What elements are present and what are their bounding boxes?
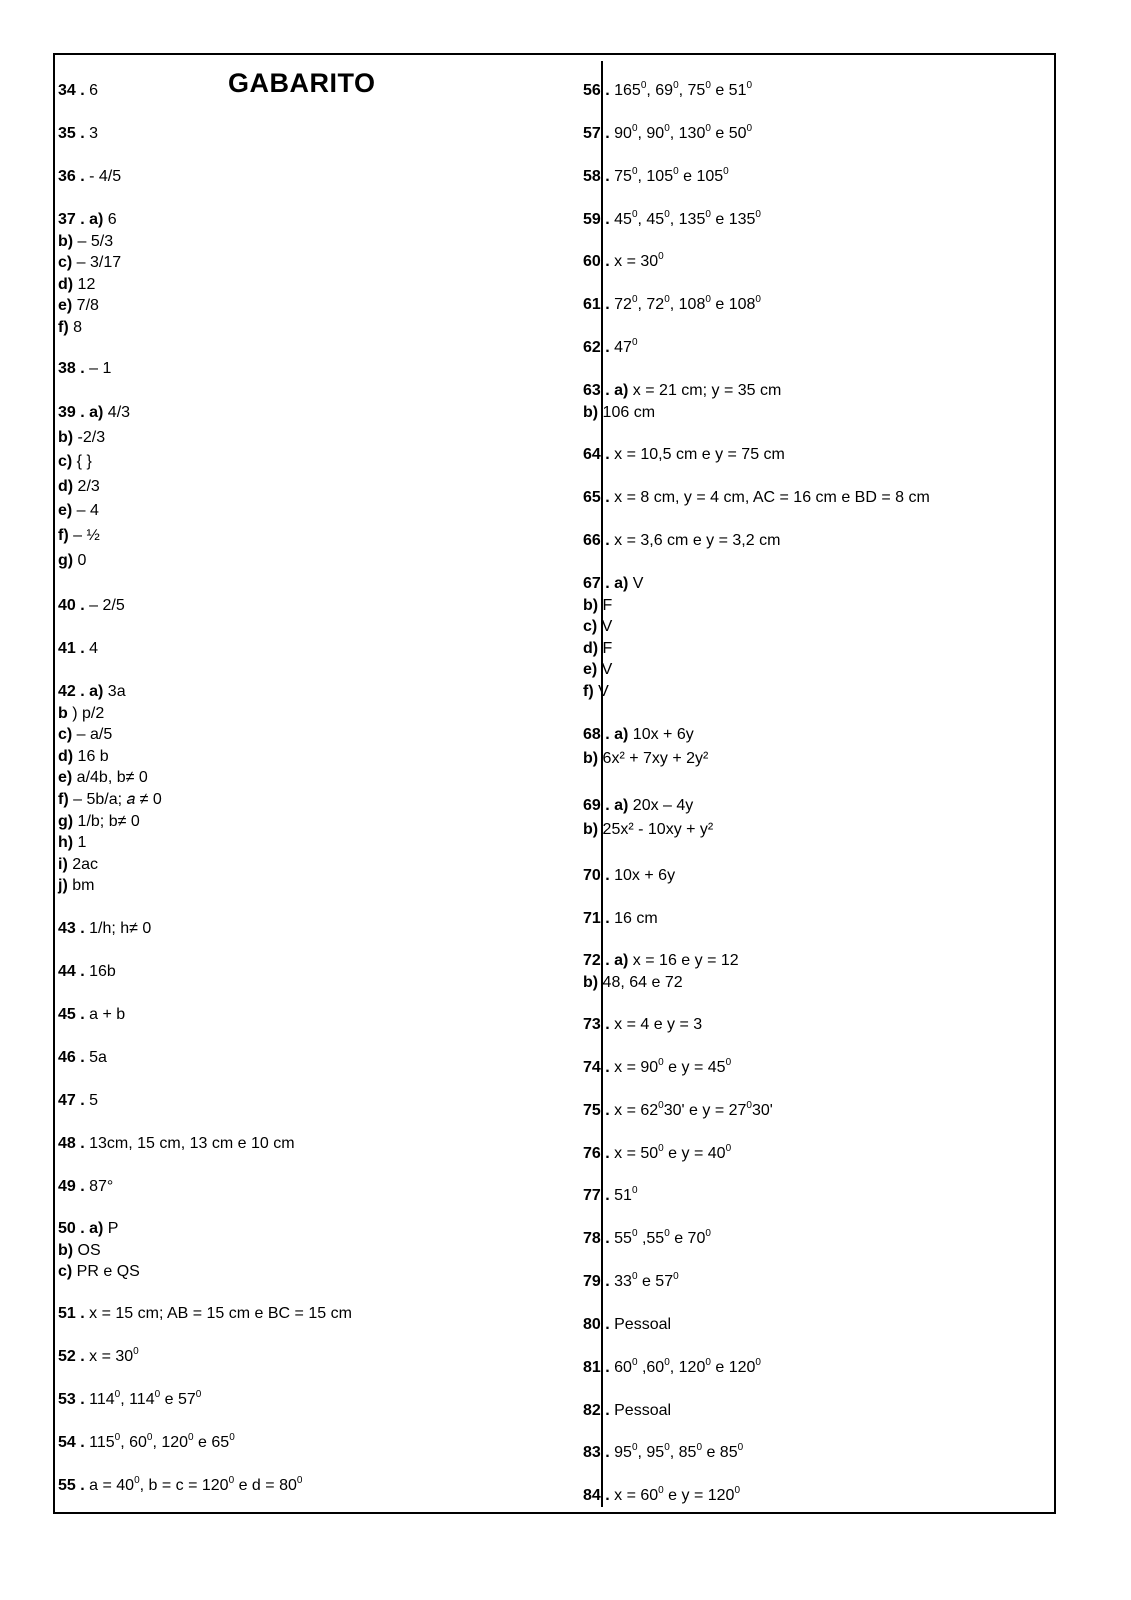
- answer-label: f): [58, 526, 69, 544]
- answer-line: [58, 426, 130, 451]
- answer-line: [58, 767, 162, 789]
- answer-line: [58, 80, 98, 102]
- answer-81: [583, 1357, 761, 1379]
- answer-line: [583, 123, 752, 145]
- answer-line: [58, 1240, 140, 1262]
- answer-value: OS: [73, 1241, 101, 1259]
- answer-line: [58, 1176, 113, 1198]
- answer-51: [58, 1303, 352, 1325]
- answer-value: – a/5: [72, 726, 113, 744]
- answer-value: 4/3: [103, 404, 131, 421]
- answer-label: 73 .: [583, 1016, 610, 1033]
- answer-label: i): [58, 855, 68, 873]
- answer-label: 59 .: [583, 211, 610, 228]
- answer-line: [583, 616, 643, 638]
- answer-value: 6: [103, 211, 117, 228]
- answer-36: [58, 166, 121, 188]
- answer-value: Pessoal: [609, 1316, 672, 1333]
- answer-42: [58, 681, 162, 897]
- answer-label: f): [583, 682, 594, 700]
- answer-line: [583, 1185, 638, 1207]
- answer-47: [58, 1090, 98, 1112]
- answer-label: 46 .: [58, 1049, 85, 1066]
- answer-value: – ½: [68, 526, 100, 544]
- answer-line: [583, 1057, 731, 1079]
- answer-line: [583, 1485, 740, 1507]
- answer-label: 39 . a): [58, 404, 104, 421]
- answer-value: $60^0$ $,60^0$, $120^0$ e $120^0$: [609, 1356, 761, 1376]
- answer-line: [58, 123, 98, 145]
- answer-value: x = 21 cm; y = 35 cm: [628, 382, 782, 399]
- answer-value: P: [103, 1220, 119, 1237]
- answer-line: [58, 1090, 98, 1112]
- answer-line: [58, 1475, 302, 1497]
- answer-label: 83 .: [583, 1444, 610, 1461]
- answer-line: [58, 1261, 140, 1283]
- answer-line: [58, 274, 121, 296]
- answer-label: c): [583, 618, 598, 635]
- answer-label: 36 .: [58, 168, 85, 185]
- answer-label: 68 . a): [583, 726, 629, 743]
- answer-label: 34 .: [58, 82, 85, 99]
- page-title: GABARITO: [228, 68, 376, 98]
- answer-62: [583, 337, 638, 359]
- answer-label: h): [58, 834, 74, 852]
- answer-label: 55 .: [58, 1477, 85, 1494]
- answer-label: 79 .: [583, 1273, 610, 1290]
- answer-value: 10x + 6y: [609, 867, 676, 884]
- answer-line: [583, 595, 643, 617]
- answer-76: [583, 1143, 731, 1165]
- answer-line: [58, 1432, 235, 1454]
- answer-45: [58, 1004, 125, 1026]
- answer-line: [583, 950, 739, 972]
- answer-54: [58, 1432, 235, 1454]
- answer-line: [58, 1133, 295, 1155]
- answer-label: e): [583, 661, 598, 678]
- answer-value: $33^0$ e $57^0$: [609, 1270, 679, 1290]
- answer-value: $x = 62^030'$ e $y = 27^030'$: [609, 1099, 773, 1119]
- answer-label: g): [58, 551, 74, 569]
- answer-line: [583, 380, 781, 402]
- answer-label: c): [58, 726, 73, 744]
- answer-line: [583, 294, 761, 316]
- answer-line: [583, 1314, 671, 1336]
- answer-label: 45 .: [58, 1006, 85, 1023]
- answer-label: 60 .: [583, 253, 610, 270]
- answer-value: { }: [72, 453, 92, 471]
- answer-value: 2ac: [67, 855, 99, 873]
- answer-label: 53 .: [58, 1391, 85, 1408]
- answer-label: g): [58, 812, 74, 830]
- answer-line: [58, 1218, 140, 1240]
- answer-39: [58, 401, 130, 573]
- answer-value: – 1: [84, 360, 112, 377]
- answer-value: x = 3,6 cm e y = 3,2 cm: [609, 532, 781, 549]
- answer-value: 6: [84, 82, 99, 99]
- answer-line: [58, 317, 121, 339]
- answer-label: f): [58, 790, 69, 808]
- answer-label: 71 .: [583, 910, 610, 927]
- answer-line: [583, 972, 739, 994]
- answer-value: 10x + 6y: [628, 726, 694, 743]
- answer-line: [583, 402, 781, 424]
- answer-label: 61 .: [583, 296, 610, 313]
- answer-line: [583, 1400, 671, 1422]
- answer-label: 64 .: [583, 446, 610, 463]
- answer-58: [583, 166, 729, 188]
- answer-79: [583, 1271, 679, 1293]
- answer-77: [583, 1185, 638, 1207]
- answer-line: [58, 358, 111, 380]
- answer-label: 72 . a): [583, 952, 629, 969]
- answer-line: [58, 746, 162, 768]
- answer-value: $55^0$ $,55^0$ e $70^0$: [609, 1227, 711, 1247]
- answer-value: 20x – 4y: [628, 797, 694, 814]
- answer-label: b): [58, 232, 74, 250]
- answer-line: [58, 681, 162, 703]
- answer-69: [583, 794, 713, 842]
- answer-37: [58, 209, 121, 338]
- answer-line: [58, 811, 162, 833]
- answer-line: [58, 499, 130, 524]
- answer-70: [583, 865, 675, 887]
- answer-label: 84 .: [583, 1487, 610, 1504]
- answer-line: [583, 659, 643, 681]
- answer-label: b: [58, 704, 68, 722]
- answer-line: [583, 747, 708, 771]
- answer-75: [583, 1100, 773, 1122]
- answer-value: a + b: [84, 1006, 126, 1023]
- answer-line: [583, 1442, 743, 1464]
- answer-label: 44 .: [58, 963, 85, 980]
- answer-value: $a = 40^0$, $b = c = 120^0$ e $d = 80^0$: [84, 1474, 303, 1494]
- answer-label: c): [58, 1263, 73, 1280]
- answer-label: 35 .: [58, 125, 85, 142]
- answer-line: [58, 789, 162, 811]
- answer-83: [583, 1442, 743, 1464]
- answer-value: bm: [67, 877, 95, 895]
- answer-value: 16 cm: [609, 910, 658, 927]
- answer-label: 76 .: [583, 1145, 610, 1162]
- answer-value: – 4: [72, 502, 99, 520]
- answer-label: f): [58, 318, 69, 336]
- answer-value: $x = 30^0$: [609, 250, 664, 270]
- answer-value: 1: [73, 834, 87, 852]
- answer-label: 52 .: [58, 1348, 85, 1365]
- answer-44: [58, 961, 116, 983]
- answer-value: ) p/2: [67, 704, 105, 722]
- answer-line: [58, 724, 162, 746]
- answer-value: 4: [84, 640, 99, 657]
- answer-value: – 5b/a; 𝑎 ≠ 0: [68, 790, 162, 808]
- answer-49: [58, 1176, 113, 1198]
- answer-line: [58, 1047, 107, 1069]
- answer-52: [58, 1346, 139, 1368]
- answer-line: [583, 80, 752, 102]
- answer-label: 42 . a): [58, 683, 104, 700]
- answer-line: [583, 251, 664, 273]
- answer-label: 62 .: [583, 339, 610, 356]
- answer-line: [58, 1004, 125, 1026]
- answer-value: 5a: [84, 1049, 107, 1066]
- answer-43: [58, 918, 151, 940]
- answer-value: $x = 50^0$ e $y = 40^0$: [609, 1142, 732, 1162]
- answer-line: [58, 209, 121, 231]
- answer-line: [583, 1100, 773, 1122]
- answer-line: [58, 252, 121, 274]
- answer-60: [583, 251, 664, 273]
- answer-value: x = 16 e y = 12: [628, 952, 739, 969]
- answer-line: [58, 231, 121, 253]
- answer-value: $114^0$, $114^0$ e $57^0$: [84, 1388, 202, 1408]
- answer-label: 51 .: [58, 1305, 85, 1322]
- answer-line: [58, 295, 121, 317]
- answer-value: 8: [68, 318, 82, 336]
- answer-value: x = 15 cm; AB = 15 cm e BC = 15 cm: [84, 1305, 352, 1322]
- answer-value: V: [597, 661, 613, 678]
- answer-value: V: [597, 618, 613, 635]
- answer-value: 48, 64 e 72: [598, 973, 683, 991]
- answer-label: b): [583, 973, 599, 991]
- answer-line: [583, 530, 780, 552]
- answer-80: [583, 1314, 671, 1336]
- answer-key-frame: [53, 53, 1056, 1514]
- answer-63: [583, 380, 781, 423]
- answer-line: [58, 703, 162, 725]
- answer-label: 57 .: [583, 125, 610, 142]
- answer-value: $95^0$, $95^0$, $85^0$ e $85^0$: [609, 1441, 744, 1461]
- answer-value: $90^0$, $90^0$, $130^0$ e $50^0$: [609, 122, 753, 142]
- answer-46: [58, 1047, 107, 1069]
- answer-value: 7/8: [72, 297, 99, 314]
- answer-value: $x = 60^0$ e $y = 120^0$: [609, 1484, 741, 1504]
- answer-value: $x = 30^0$: [84, 1345, 139, 1365]
- answer-64: [583, 444, 785, 466]
- answer-value: -2/3: [73, 428, 106, 446]
- answer-41: [58, 638, 98, 660]
- answer-line: [583, 638, 643, 660]
- answer-line: [583, 908, 658, 930]
- answer-label: b): [583, 596, 599, 614]
- answer-line: [58, 595, 125, 617]
- answer-label: 43 .: [58, 920, 85, 937]
- answer-line: [583, 865, 675, 887]
- answer-57: [583, 123, 752, 145]
- answer-53: [58, 1389, 201, 1411]
- answer-label: e): [58, 297, 73, 314]
- answer-50: [58, 1218, 140, 1283]
- answer-value: V: [628, 575, 644, 592]
- answer-label: d): [58, 275, 74, 293]
- answer-line: [583, 487, 930, 509]
- answer-61: [583, 294, 761, 316]
- answer-label: 65 .: [583, 489, 610, 506]
- answer-label: 70 .: [583, 867, 610, 884]
- answer-label: 78 .: [583, 1230, 610, 1247]
- answer-label: 82 .: [583, 1402, 610, 1419]
- answer-value: Pessoal: [609, 1402, 672, 1419]
- answer-line: [583, 1014, 702, 1036]
- answer-line: [58, 166, 121, 188]
- answer-value: $72^0$, $72^0$, $108^0$ e $108^0$: [609, 293, 761, 313]
- answer-line: [58, 524, 130, 549]
- answer-74: [583, 1057, 731, 1079]
- answer-48: [58, 1133, 295, 1155]
- answer-label: 58 .: [583, 168, 610, 185]
- answer-value: 25x² - 10xy + y²: [598, 821, 714, 838]
- answer-value: F: [598, 639, 613, 657]
- answer-label: 77 .: [583, 1187, 610, 1204]
- answer-55: [58, 1475, 302, 1497]
- answer-value: 12: [73, 275, 96, 293]
- answer-value: 0: [73, 551, 87, 569]
- answer-value: 5: [84, 1092, 99, 1109]
- answer-value: x = 10,5 cm e y = 75 cm: [609, 446, 785, 463]
- answer-label: 56 .: [583, 82, 610, 99]
- answer-35: [58, 123, 98, 145]
- answer-label: 50 . a): [58, 1220, 104, 1237]
- answer-value: 16 b: [73, 747, 109, 765]
- answer-line: [58, 638, 98, 660]
- answer-59: [583, 209, 761, 231]
- answer-line: [58, 450, 130, 475]
- answer-value: 87°: [84, 1178, 114, 1195]
- answer-label: b): [58, 428, 74, 446]
- answer-line: [58, 875, 162, 897]
- answer-label: c): [58, 453, 73, 471]
- answer-label: 41 .: [58, 640, 85, 657]
- answer-line: [58, 475, 130, 500]
- answer-label: c): [58, 254, 73, 271]
- answer-value: 2/3: [73, 477, 100, 495]
- answer-78: [583, 1228, 711, 1250]
- answer-value: F: [598, 596, 613, 614]
- answer-label: 81 .: [583, 1359, 610, 1376]
- answer-line: [583, 444, 785, 466]
- answer-label: 74 .: [583, 1059, 610, 1076]
- answer-value: $47^0$: [609, 336, 638, 356]
- answer-label: 66 .: [583, 532, 610, 549]
- answer-84: [583, 1485, 740, 1507]
- answer-label: 80 .: [583, 1316, 610, 1333]
- answer-line: [58, 549, 130, 574]
- answer-line: [583, 818, 713, 842]
- answer-line: [583, 1228, 711, 1250]
- answer-line: [58, 1389, 201, 1411]
- answer-label: 54 .: [58, 1434, 85, 1451]
- answer-38: [58, 358, 111, 380]
- answer-label: 40 .: [58, 597, 85, 614]
- answer-line: [58, 961, 116, 983]
- answer-label: d): [583, 639, 599, 657]
- answer-label: e): [58, 502, 73, 520]
- answer-40: [58, 595, 125, 617]
- answer-value: x = 8 cm, y = 4 cm, AC = 16 cm e BD = 8 cm: [609, 489, 930, 506]
- answer-value: 3: [84, 125, 99, 142]
- answer-label: 47 .: [58, 1092, 85, 1109]
- answer-value: – 2/5: [84, 597, 125, 614]
- answer-value: 106 cm: [598, 403, 656, 421]
- answer-value: $51^0$: [609, 1184, 638, 1204]
- answer-line: [583, 681, 643, 703]
- answer-value: 13cm, 15 cm, 13 cm e 10 cm: [84, 1135, 295, 1152]
- answer-line: [583, 166, 729, 188]
- answer-line: [583, 1357, 761, 1379]
- answer-72: [583, 950, 739, 993]
- answer-34: [58, 80, 98, 102]
- answer-value: - 4/5: [84, 168, 122, 185]
- answer-label: d): [58, 477, 74, 495]
- answer-line: [583, 573, 643, 595]
- answer-label: 63 . a): [583, 382, 629, 399]
- answer-label: 38 .: [58, 360, 85, 377]
- answer-value: a/4b, b≠ 0: [72, 769, 148, 787]
- answer-value: – 3/17: [72, 254, 122, 271]
- answer-68: [583, 723, 708, 771]
- answer-line: [583, 794, 713, 818]
- answer-line: [583, 337, 638, 359]
- answer-line: [58, 401, 130, 426]
- answer-label: 37 . a): [58, 211, 104, 228]
- answer-label: d): [58, 747, 74, 765]
- answer-67: [583, 573, 643, 702]
- answer-value: 1/h; h≠ 0: [84, 920, 152, 937]
- answer-label: e): [58, 769, 73, 787]
- answer-value: PR e QS: [72, 1263, 140, 1280]
- answer-73: [583, 1014, 702, 1036]
- answer-value: – 5/3: [73, 232, 114, 250]
- answer-label: 69 . a): [583, 797, 629, 814]
- answer-value: 3a: [103, 683, 126, 700]
- answer-line: [58, 832, 162, 854]
- answer-line: [583, 1271, 679, 1293]
- answer-label: 67 . a): [583, 575, 629, 592]
- answer-value: 6x² + 7xy + 2y²: [598, 750, 709, 767]
- answer-value: $x = 90^0$ e $y = 45^0$: [609, 1056, 732, 1076]
- answer-71: [583, 908, 658, 930]
- answer-value: $115^0$, $60^0$, $120^0$ e $65^0$: [84, 1431, 235, 1451]
- answer-value: $165^0$, $69^0$, $75^0$ e $51^0$: [609, 79, 753, 99]
- answer-line: [58, 1346, 139, 1368]
- answer-label: 49 .: [58, 1178, 85, 1195]
- answer-56: [583, 80, 752, 102]
- answer-label: j): [58, 877, 68, 895]
- answer-value: x = 4 e y = 3: [609, 1016, 703, 1033]
- answer-value: 16b: [84, 963, 116, 980]
- answer-line: [583, 209, 761, 231]
- answer-line: [58, 1303, 352, 1325]
- answer-label: b): [583, 821, 599, 838]
- answer-line: [58, 918, 151, 940]
- answer-value: V: [593, 682, 609, 700]
- answer-label: 75 .: [583, 1102, 610, 1119]
- answer-line: [583, 723, 708, 747]
- answer-82: [583, 1400, 671, 1422]
- answer-label: b): [583, 403, 599, 421]
- answer-66: [583, 530, 780, 552]
- answer-65: [583, 487, 930, 509]
- answer-label: 48 .: [58, 1135, 85, 1152]
- answer-label: b): [583, 750, 599, 767]
- answer-label: b): [58, 1241, 74, 1259]
- answer-value: $45^0$, $45^0$, $135^0$ e $135^0$: [609, 208, 761, 228]
- answer-value: 1/b; b≠ 0: [73, 812, 140, 830]
- answer-value: $75^0$, $105^0$ e $105^0$: [609, 165, 729, 185]
- answer-line: [583, 1143, 731, 1165]
- answer-line: [58, 854, 162, 876]
